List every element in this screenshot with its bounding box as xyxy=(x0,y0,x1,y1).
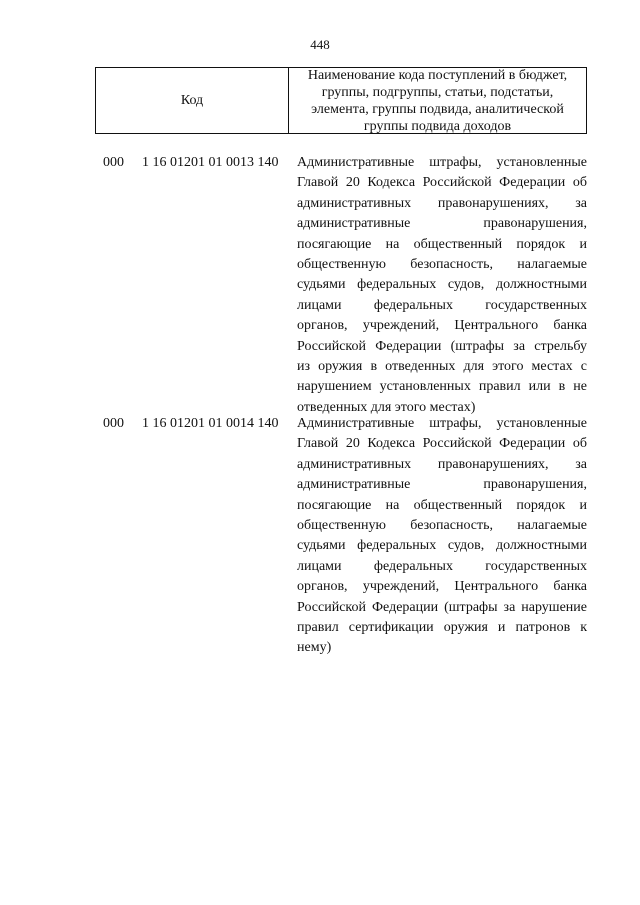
header-table xyxy=(95,67,587,134)
description-line: лицами федеральных государственных xyxy=(297,297,587,313)
description-line: нему) xyxy=(297,640,332,656)
description-line: Российской Федерации (штрафы за стрельбу xyxy=(297,338,587,354)
description-line: общественную безопасность, налагаемые xyxy=(297,518,587,534)
description-line: из оружия в отведенных для этого местах с xyxy=(297,359,587,375)
description-line: Административные штрафы, установленные xyxy=(297,416,587,431)
header-code-label: Код xyxy=(96,68,289,133)
description-line: общественную безопасность, налагаемые xyxy=(297,257,587,273)
header-name-label: Наименование кода поступлений в бюджет, группы, подгруппы, статьи, подстатьи, элемента, группы подвида, аналитической группы подвида доходов xyxy=(307,67,568,134)
description-line: административные правонарушения, xyxy=(297,216,587,232)
description-line: отведенных для этого местах) xyxy=(297,399,476,415)
description-line: судьями федеральных судов, должностными xyxy=(297,538,587,554)
description-line: Административные штрафы, установленные xyxy=(297,155,587,170)
description-line: посягающие на общественный порядок и xyxy=(297,236,587,252)
description-line: Российской Федерации (штрафы за нарушение xyxy=(297,599,587,615)
description-line: административных правонарушениях, за xyxy=(297,456,587,472)
income-description xyxy=(297,153,587,418)
admin-code: 000 xyxy=(103,155,124,170)
admin-code: 000 xyxy=(103,416,124,431)
description-line: судьями федеральных судов, должностными xyxy=(297,277,587,293)
description-line: Главой 20 Кодекса Российской Федерации об xyxy=(297,175,587,191)
income-code: 1 16 01201 01 0013 140 xyxy=(142,155,279,170)
income-code: 1 16 01201 01 0014 140 xyxy=(142,416,279,431)
description-line: органов, учреждений, Центрального банка xyxy=(297,318,587,334)
description-line: лицами федеральных государственных xyxy=(297,558,587,574)
description-line: нарушением установленных правил или в не xyxy=(297,379,587,395)
description-line: органов, учреждений, Центрального банка xyxy=(297,579,587,595)
description-line: Главой 20 Кодекса Российской Федерации об xyxy=(297,436,587,452)
income-description xyxy=(297,414,587,659)
page-number: 448 xyxy=(310,37,330,52)
description-line: правил сертификации оружия и патронов к xyxy=(297,620,587,636)
description-line: административных правонарушениях, за xyxy=(297,195,587,211)
description-line: административные правонарушения, xyxy=(297,477,587,493)
description-line: посягающие на общественный порядок и xyxy=(297,497,587,513)
